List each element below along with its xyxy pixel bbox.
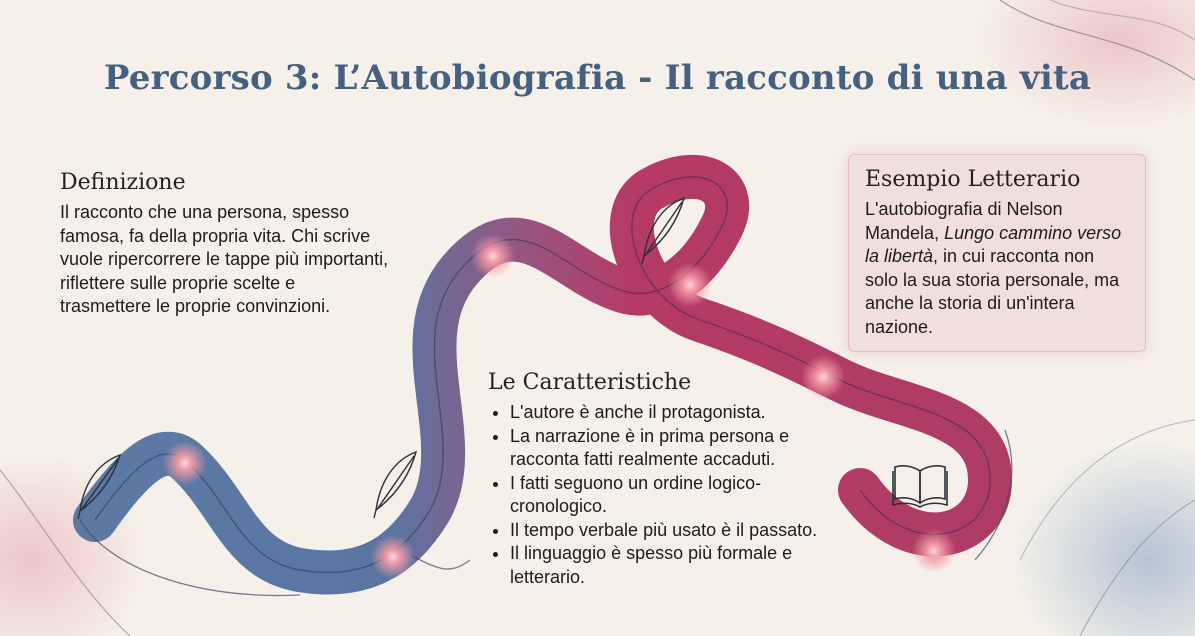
page-title: Percorso 3: L’Autobiografia - Il racconto di una vita [103, 58, 1092, 98]
example-heading: Esempio Letterario [865, 167, 1081, 192]
milestone-glow [371, 535, 415, 579]
list-item: • I fatti seguono un ordine logico-cronologico. [510, 472, 828, 519]
example-text-rest: , in cui racconta non solo la sua storia personale, ma anche la storia di un'intera nazione. [865, 246, 1120, 337]
example-text-intro: L'autobiografia di Nelson Mandela, [865, 199, 1063, 243]
features-list [488, 401, 828, 589]
list-item: • Il tempo verbale più usato è il passato. [510, 519, 828, 543]
list-item: • L'autore è anche il protagonista. [510, 401, 828, 425]
milestone-glow [471, 234, 515, 278]
list-item: • Il linguaggio è spesso più formale e letterario. [510, 542, 828, 589]
definition-text: Il racconto che una persona, spesso famosa, fa della propria vita. Chi scrive vuole ripercorrere le tappe più importanti, riflettere sulle proprie scelte e trasmettere le proprie convinzioni. [60, 202, 389, 316]
milestone-glow [668, 263, 712, 307]
book-title: Lungo cammino verso la libertà [865, 222, 1122, 266]
milestone-glow [163, 441, 207, 485]
features-heading: Le Caratteristiche [488, 370, 692, 395]
definition-section [60, 170, 390, 319]
milestone-glow [912, 529, 956, 573]
features-section [488, 370, 828, 589]
example-text [865, 198, 1131, 339]
definition-heading: Definizione [60, 170, 186, 195]
watercolor-wash [1010, 440, 1195, 636]
example-card [848, 154, 1146, 352]
list-item: • La narrazione è in prima persona e racconta fatti realmente accaduti. [510, 425, 828, 472]
